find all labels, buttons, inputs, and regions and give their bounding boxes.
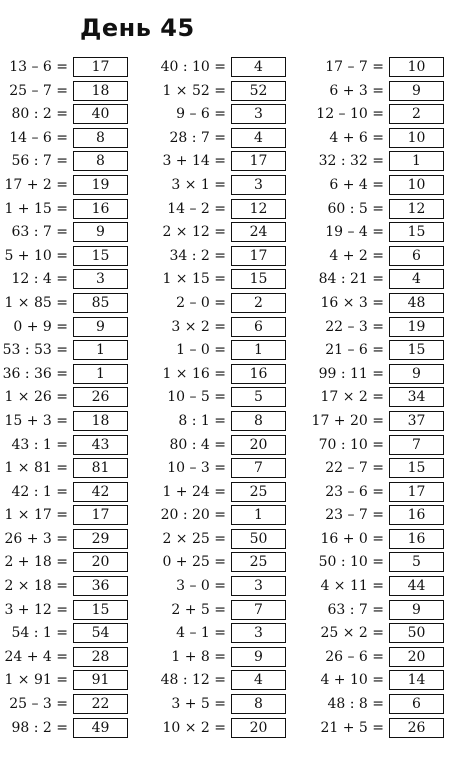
- answer-box: 3: [231, 104, 286, 124]
- answer-box: 42: [73, 482, 128, 502]
- exercise-expression: 22 – 7 =: [325, 460, 384, 477]
- exercise-expression: 34 : 2 =: [169, 247, 226, 264]
- exercise-row: [318, 293, 473, 317]
- exercise-row: [0, 387, 160, 411]
- exercise-expression: 4 × 11 =: [320, 578, 384, 595]
- exercise-expression: 3 + 12 =: [4, 601, 68, 618]
- exercise-expression: 10 – 3 =: [167, 460, 226, 477]
- exercise-expression: 28 : 7 =: [169, 129, 226, 146]
- exercise-expression: 24 + 4 =: [4, 648, 68, 665]
- exercise-row: [318, 364, 473, 388]
- answer-box: 5: [231, 387, 286, 407]
- exercise-expression: 1 + 24 =: [162, 483, 226, 500]
- answer-box: 4: [231, 128, 286, 148]
- answer-box: 3: [231, 623, 286, 643]
- exercise-expression: 17 + 20 =: [311, 412, 384, 429]
- exercise-expression: 1 × 91 =: [4, 672, 68, 689]
- exercise-row: [158, 199, 318, 223]
- exercise-row: [158, 387, 318, 411]
- exercise-row: [0, 623, 160, 647]
- answer-box: 48: [389, 293, 444, 313]
- exercise-expression: 48 : 12 =: [160, 672, 226, 689]
- answer-box: 17: [231, 151, 286, 171]
- exercise-row: [318, 600, 473, 624]
- answer-box: 15: [389, 458, 444, 478]
- exercise-row: [0, 600, 160, 624]
- exercise-row: [158, 222, 318, 246]
- exercise-row: [318, 104, 473, 128]
- answer-box: 15: [73, 600, 128, 620]
- answer-box: 44: [389, 576, 444, 596]
- answer-box: 22: [73, 694, 128, 714]
- exercise-expression: 3 × 2 =: [171, 318, 226, 335]
- answer-box: 26: [73, 387, 128, 407]
- answer-box: 9: [231, 647, 286, 667]
- answer-box: 28: [73, 647, 128, 667]
- answer-box: 15: [389, 340, 444, 360]
- exercise-expression: 17 × 2 =: [320, 389, 384, 406]
- exercise-expression: 21 + 5 =: [320, 719, 384, 736]
- exercise-row: [0, 269, 160, 293]
- exercise-row: [158, 647, 318, 671]
- exercise-expression: 9 – 6 =: [176, 106, 226, 123]
- answer-box: 26: [389, 718, 444, 738]
- answer-box: 16: [389, 505, 444, 525]
- answer-box: 6: [389, 694, 444, 714]
- exercise-row: [0, 670, 160, 694]
- exercise-expression: 1 × 16 =: [162, 365, 226, 382]
- exercise-row: [158, 435, 318, 459]
- exercise-expression: 17 – 7 =: [325, 59, 384, 75]
- exercise-expression: 53 : 53 =: [2, 342, 68, 359]
- exercise-row: [311, 411, 473, 435]
- answer-box: 9: [73, 317, 128, 337]
- exercise-row: [318, 458, 473, 482]
- exercise-row: [0, 151, 160, 175]
- exercise-row: [318, 151, 473, 175]
- answer-box: 1: [73, 340, 128, 360]
- answer-box: 1: [73, 364, 128, 384]
- answer-box: 7: [231, 458, 286, 478]
- exercise-expression: 14 – 2 =: [167, 200, 226, 217]
- answer-box: 8: [73, 128, 128, 148]
- answer-box: 2: [231, 293, 286, 313]
- answer-box: 37: [389, 411, 444, 431]
- exercise-row: [0, 458, 160, 482]
- exercise-expression: 19 – 4 =: [325, 224, 384, 241]
- exercise-row: [158, 128, 318, 152]
- answer-box: 14: [389, 670, 444, 690]
- answer-box: 19: [389, 317, 444, 337]
- exercise-expression: 10 – 5 =: [167, 389, 226, 406]
- exercise-row: [318, 718, 473, 742]
- answer-box: 10: [389, 175, 444, 195]
- exercise-row: [318, 81, 473, 105]
- exercise-expression: 98 : 2 =: [11, 719, 68, 736]
- answer-box: 7: [231, 600, 286, 620]
- exercise-row: [0, 104, 160, 128]
- exercise-expression: 2 × 25 =: [162, 530, 226, 547]
- exercise-row: [158, 552, 318, 576]
- exercise-expression: 56 : 7 =: [11, 153, 68, 170]
- answer-box: 1: [389, 151, 444, 171]
- answer-box: 9: [389, 364, 444, 384]
- exercise-expression: 0 + 25 =: [162, 554, 226, 571]
- exercise-row: [0, 175, 160, 199]
- exercise-row: [0, 222, 160, 246]
- exercise-row: [318, 269, 473, 293]
- answer-box: 10: [389, 128, 444, 148]
- answer-box: 54: [73, 623, 128, 643]
- answer-box: 9: [389, 600, 444, 620]
- exercise-expression: 3 – 0 =: [176, 578, 226, 595]
- exercise-row: [0, 128, 160, 152]
- exercise-row: [158, 411, 318, 435]
- exercise-row: [158, 293, 318, 317]
- exercise-expression: 99 : 11 =: [318, 365, 384, 382]
- exercise-row: [318, 576, 473, 600]
- answer-box: 8: [231, 411, 286, 431]
- exercise-expression: 4 + 10 =: [320, 672, 384, 689]
- exercise-expression: 50 : 10 =: [318, 554, 384, 571]
- answer-box: 52: [231, 81, 286, 101]
- answer-box: 8: [73, 151, 128, 171]
- answer-box: 6: [231, 317, 286, 337]
- exercise-expression: 16 × 3 =: [320, 294, 384, 311]
- exercise-expression: 48 : 8 =: [327, 696, 384, 713]
- exercise-row: [0, 647, 160, 671]
- exercise-expression: 1 – 0 =: [176, 342, 226, 359]
- exercise-row: [318, 317, 473, 341]
- exercise-expression: 2 – 0 =: [176, 294, 226, 311]
- answer-box: 9: [389, 81, 444, 101]
- exercise-row: [318, 623, 473, 647]
- answer-box: 18: [73, 411, 128, 431]
- exercise-row: [318, 387, 473, 411]
- exercise-expression: 4 – 1 =: [176, 625, 226, 642]
- answer-box: 3: [73, 269, 128, 289]
- exercise-row: [318, 128, 473, 152]
- exercise-expression: 54 : 1 =: [11, 625, 68, 642]
- exercise-row: [158, 340, 318, 364]
- exercise-row: [158, 57, 318, 81]
- answer-box: 17: [231, 246, 286, 266]
- exercise-row: [158, 151, 318, 175]
- answer-box: 2: [389, 104, 444, 124]
- page-title: День 45: [80, 14, 195, 42]
- exercise-row: [0, 293, 160, 317]
- exercise-row: [318, 175, 473, 199]
- exercise-expression: 25 × 2 =: [320, 625, 384, 642]
- exercise-expression: 12 : 4 =: [11, 271, 68, 288]
- exercise-expression: 2 × 18 =: [4, 578, 68, 595]
- answer-box: 4: [389, 269, 444, 289]
- exercise-row: [158, 529, 318, 553]
- exercise-row: [0, 411, 160, 435]
- exercise-row: [0, 81, 160, 105]
- answer-box: 16: [389, 529, 444, 549]
- answer-box: 17: [73, 505, 128, 525]
- exercise-row: [158, 694, 318, 718]
- exercise-expression: 25 – 3 =: [9, 696, 68, 713]
- exercise-expression: 1 × 85 =: [4, 294, 68, 311]
- answer-box: 12: [389, 199, 444, 219]
- exercise-expression: 23 – 6 =: [325, 483, 384, 500]
- exercise-row: [158, 600, 318, 624]
- exercise-row: [158, 482, 318, 506]
- answer-box: 4: [231, 57, 286, 77]
- answer-box: 15: [389, 222, 444, 242]
- exercise-row: [0, 199, 160, 223]
- answer-box: 20: [231, 435, 286, 455]
- exercise-expression: 4 + 6 =: [329, 129, 384, 146]
- answer-box: 40: [73, 104, 128, 124]
- answer-box: 7: [389, 435, 444, 455]
- answer-box: 85: [73, 293, 128, 313]
- exercise-expression: 2 + 5 =: [171, 601, 226, 618]
- answer-box: 15: [231, 269, 286, 289]
- answer-box: 20: [389, 647, 444, 667]
- answer-box: 19: [73, 175, 128, 195]
- exercise-expression: 43 : 1 =: [11, 436, 68, 453]
- exercise-row: [318, 647, 473, 671]
- exercise-row: [318, 482, 473, 506]
- answer-box: 91: [73, 670, 128, 690]
- exercise-column-3: [311, 57, 473, 741]
- exercise-expression: 80 : 4 =: [169, 436, 226, 453]
- exercise-expression: 14 – 6 =: [9, 129, 68, 146]
- exercise-expression: 1 × 15 =: [162, 271, 226, 288]
- exercise-row: [158, 269, 318, 293]
- exercise-expression: 1 × 52 =: [162, 82, 226, 99]
- exercise-expression: 5 + 10 =: [4, 247, 68, 264]
- exercise-row: [0, 552, 160, 576]
- answer-box: 15: [73, 246, 128, 266]
- exercise-expression: 21 – 6 =: [325, 342, 384, 359]
- exercise-row: [0, 340, 160, 364]
- exercise-expression: 6 + 3 =: [329, 82, 384, 99]
- exercise-expression: 20 : 20 =: [160, 507, 226, 524]
- exercise-row: [158, 104, 318, 128]
- exercise-row: [158, 175, 318, 199]
- answer-box: 36: [73, 576, 128, 596]
- exercise-row: [0, 576, 160, 600]
- exercise-expression: 1 + 15 =: [4, 200, 68, 217]
- exercise-expression: 8 : 1 =: [178, 412, 226, 429]
- exercise-row: [158, 718, 318, 742]
- answer-box: 25: [231, 552, 286, 572]
- exercise-expression: 0 + 9 =: [13, 318, 68, 335]
- exercise-expression: 13 – 6 =: [9, 59, 68, 75]
- exercise-expression: 2 + 18 =: [4, 554, 68, 571]
- exercise-row: [158, 576, 318, 600]
- exercise-expression: 15 + 3 =: [4, 412, 68, 429]
- exercise-row: [318, 694, 473, 718]
- answer-box: 24: [231, 222, 286, 242]
- answer-box: 5: [389, 552, 444, 572]
- exercise-row: [0, 246, 160, 270]
- answer-box: 12: [231, 199, 286, 219]
- exercise-expression: 40 : 10 =: [160, 59, 226, 75]
- exercise-expression: 80 : 2 =: [11, 106, 68, 123]
- exercise-expression: 3 × 1 =: [171, 176, 226, 193]
- exercise-expression: 2 × 12 =: [162, 224, 226, 241]
- exercise-expression: 60 : 5 =: [327, 200, 384, 217]
- exercise-expression: 23 – 7 =: [325, 507, 384, 524]
- exercise-expression: 6 + 4 =: [329, 176, 384, 193]
- exercise-row: [0, 718, 160, 742]
- answer-box: 25: [231, 482, 286, 502]
- exercise-expression: 1 × 26 =: [4, 389, 68, 406]
- answer-box: 20: [73, 552, 128, 572]
- exercise-row: [0, 694, 160, 718]
- exercise-expression: 26 – 6 =: [325, 648, 384, 665]
- exercise-row: [0, 505, 160, 529]
- exercise-row: [158, 458, 318, 482]
- answer-box: 50: [389, 623, 444, 643]
- exercise-row: [0, 317, 160, 341]
- exercise-row: [158, 317, 318, 341]
- answer-box: 29: [73, 529, 128, 549]
- answer-box: 50: [231, 529, 286, 549]
- exercise-column-2: [158, 57, 318, 741]
- answer-box: 20: [231, 718, 286, 738]
- exercise-row: [158, 623, 318, 647]
- exercise-expression: 36 : 36 =: [2, 365, 68, 382]
- answer-box: 4: [231, 670, 286, 690]
- exercise-row: [158, 670, 318, 694]
- exercise-expression: 70 : 10 =: [318, 436, 384, 453]
- answer-box: 3: [231, 175, 286, 195]
- answer-box: 34: [389, 387, 444, 407]
- exercise-row: [318, 340, 473, 364]
- answer-box: 1: [231, 505, 286, 525]
- exercise-row: [0, 435, 160, 459]
- exercise-expression: 25 – 7 =: [9, 82, 68, 99]
- answer-box: 49: [73, 718, 128, 738]
- exercise-expression: 84 : 21 =: [318, 271, 384, 288]
- exercise-row: [318, 505, 473, 529]
- exercise-expression: 10 × 2 =: [162, 719, 226, 736]
- exercise-row: [318, 552, 473, 576]
- answer-box: 3: [231, 576, 286, 596]
- exercise-expression: 17 + 2 =: [4, 176, 68, 193]
- exercise-row: [318, 246, 473, 270]
- exercise-row: [318, 435, 473, 459]
- exercise-expression: 1 × 81 =: [4, 460, 68, 477]
- answer-box: 43: [73, 435, 128, 455]
- exercise-row: [0, 529, 160, 553]
- exercise-row: [318, 670, 473, 694]
- exercise-row: [158, 364, 318, 388]
- exercise-row: [0, 364, 160, 388]
- exercise-expression: 26 + 3 =: [4, 530, 68, 547]
- exercise-expression: 32 : 32 =: [318, 153, 384, 170]
- answer-box: 6: [389, 246, 444, 266]
- exercise-row: [158, 505, 318, 529]
- answer-box: 17: [389, 482, 444, 502]
- exercise-expression: 1 + 8 =: [171, 648, 226, 665]
- answer-box: 10: [389, 57, 444, 77]
- exercise-row: [0, 57, 160, 81]
- exercise-expression: 63 : 7 =: [327, 601, 384, 618]
- answer-box: 1: [231, 340, 286, 360]
- exercise-expression: 12 – 10 =: [316, 106, 384, 123]
- exercise-expression: 42 : 1 =: [11, 483, 68, 500]
- exercise-row: [158, 81, 318, 105]
- answer-box: 17: [73, 57, 128, 77]
- exercise-row: [318, 57, 473, 81]
- exercise-expression: 63 : 7 =: [11, 224, 68, 241]
- answer-box: 9: [73, 222, 128, 242]
- exercise-expression: 3 + 5 =: [171, 696, 226, 713]
- exercise-expression: 22 – 3 =: [325, 318, 384, 335]
- exercise-expression: 4 + 2 =: [329, 247, 384, 264]
- exercise-expression: 1 × 17 =: [4, 507, 68, 524]
- exercise-row: [318, 529, 473, 553]
- exercise-row: [0, 482, 160, 506]
- answer-box: 8: [231, 694, 286, 714]
- exercise-column-1: [0, 57, 160, 741]
- answer-box: 16: [73, 199, 128, 219]
- exercise-row: [318, 222, 473, 246]
- exercise-expression: 3 + 14 =: [162, 153, 226, 170]
- exercise-expression: 16 + 0 =: [320, 530, 384, 547]
- exercise-row: [158, 246, 318, 270]
- answer-box: 81: [73, 458, 128, 478]
- answer-box: 18: [73, 81, 128, 101]
- exercise-row: [318, 199, 473, 223]
- answer-box: 16: [231, 364, 286, 384]
